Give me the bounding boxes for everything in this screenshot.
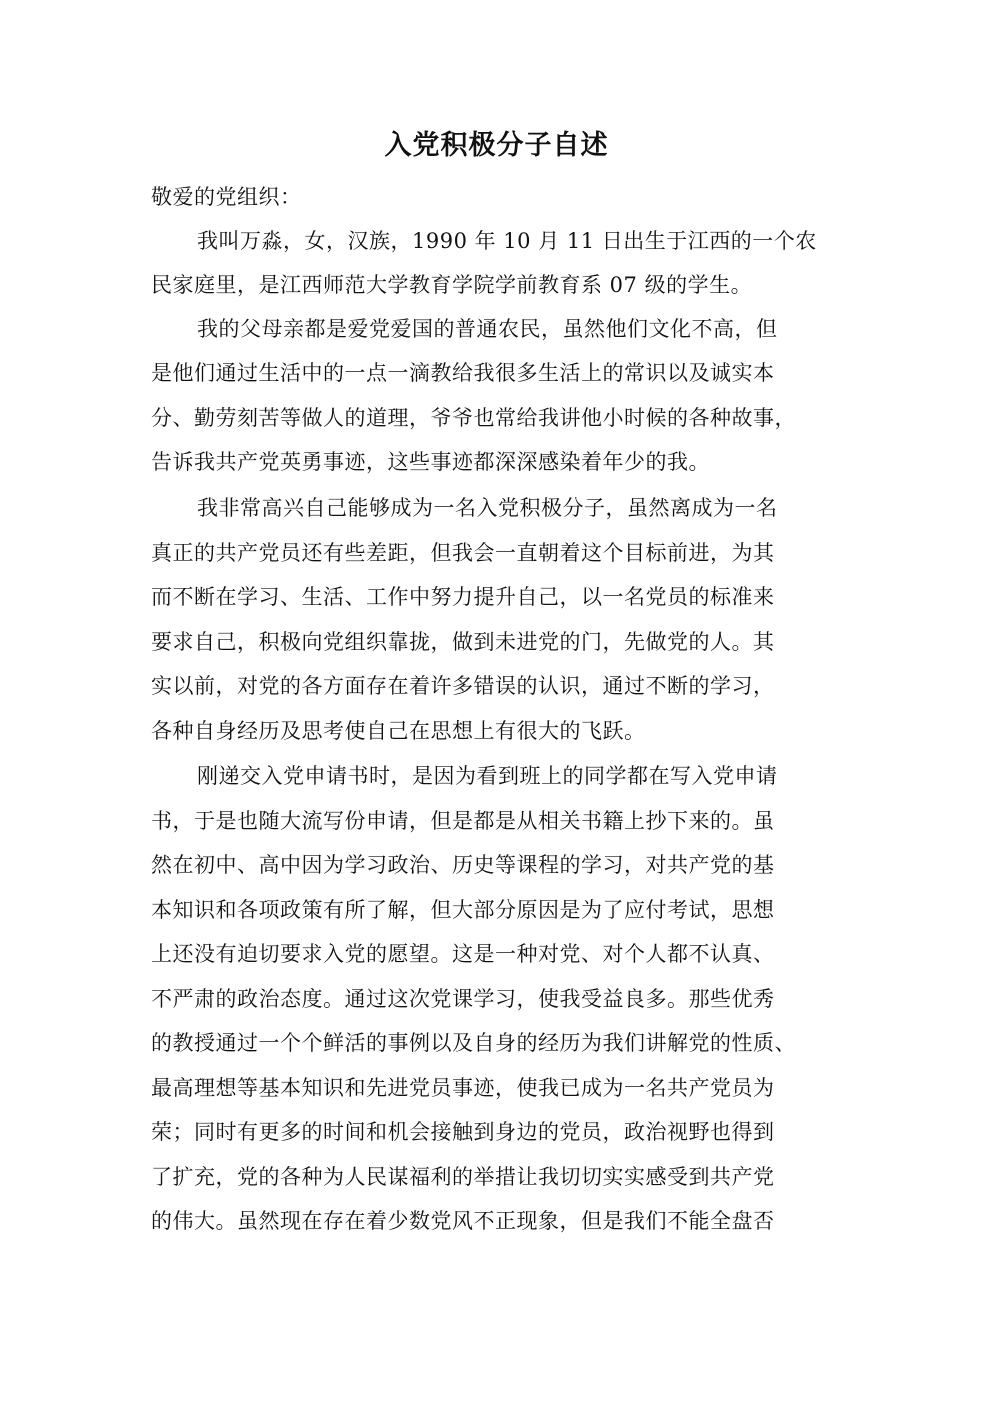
paragraph-3-line-2: 真正的共产党员还有些差距，但我会一直朝着这个目标前进，为其 xyxy=(151,541,775,565)
paragraph-2-line-3: 分、勤劳刻苦等做人的道理，爷爷也常给我讲他小时候的各种故事， xyxy=(151,406,796,430)
paragraph-4-line-8: 最高理想等基本知识和先进党员事迹，使我已成为一名共产党员为 xyxy=(151,1076,775,1100)
paragraph-1-line-1: 我叫万淼，女，汉族，1990 年 10 月 11 日出生于江西的一个农 xyxy=(197,229,817,253)
paragraph-3-line-3: 而不断在学习、生活、工作中努力提升自己，以一名党员的标准来 xyxy=(151,585,775,609)
salutation: 敬爱的党组织： xyxy=(151,185,302,209)
paragraph-2-line-1: 我的父母亲都是爱党爱国的普通农民，虽然他们文化不高，但 xyxy=(197,317,778,341)
paragraph-4-line-5: 上还没有迫切要求入党的愿望。这是一种对党、对个人都不认真、 xyxy=(151,942,775,966)
paragraph-4-line-2: 书，于是也随大流写份申请，但是都是从相关书籍上抄下来的。虽 xyxy=(151,809,775,833)
paragraph-3-line-5: 实以前，对党的各方面存在着许多错误的认识，通过不断的学习， xyxy=(151,674,775,698)
paragraph-2-line-2: 是他们通过生活中的一点一滴教给我很多生活上的常识以及诚实本 xyxy=(151,361,775,385)
paragraph-4-line-11: 的伟大。虽然现在存在着少数党风不正现象，但是我们不能全盘否 xyxy=(151,1209,775,1233)
document-title: 入党积极分子自述 xyxy=(384,130,609,161)
paragraph-2-line-4: 告诉我共产党英勇事迹，这些事迹都深深感染着年少的我。 xyxy=(151,450,710,474)
paragraph-4-line-3: 然在初中、高中因为学习政治、历史等课程的学习，对共产党的基 xyxy=(151,853,775,877)
paragraph-1-line-2: 民家庭里，是江西师范大学教育学院学前教育系 07 级的学生。 xyxy=(151,273,753,297)
paragraph-3-line-6: 各种自身经历及思考使自己在思想上有很大的飞跃。 xyxy=(151,719,646,743)
paragraph-4-line-9: 荣；同时有更多的时间和机会接触到身边的党员，政治视野也得到 xyxy=(151,1120,775,1144)
paragraph-4-line-10: 了扩充，党的各种为人民谋福利的举措让我切切实实感受到共产党 xyxy=(151,1165,775,1189)
paragraph-4-line-6: 不严肃的政治态度。通过这次党课学习，使我受益良多。那些优秀 xyxy=(151,987,775,1011)
paragraph-4-line-1: 刚递交入党申请书时，是因为看到班上的同学都在写入党申请 xyxy=(197,764,778,788)
paragraph-3-line-1: 我非常高兴自己能够成为一名入党积极分子，虽然离成为一名 xyxy=(197,496,778,520)
paragraph-4-line-7: 的教授通过一个个鲜活的事例以及自身的经历为我们讲解党的性质、 xyxy=(151,1031,796,1055)
paragraph-4-line-4: 本知识和各项政策有所了解，但大部分原因是为了应付考试，思想 xyxy=(151,898,775,922)
paragraph-3-line-4: 要求自己，积极向党组织靠拢，做到未进党的门，先做党的人。其 xyxy=(151,630,775,654)
